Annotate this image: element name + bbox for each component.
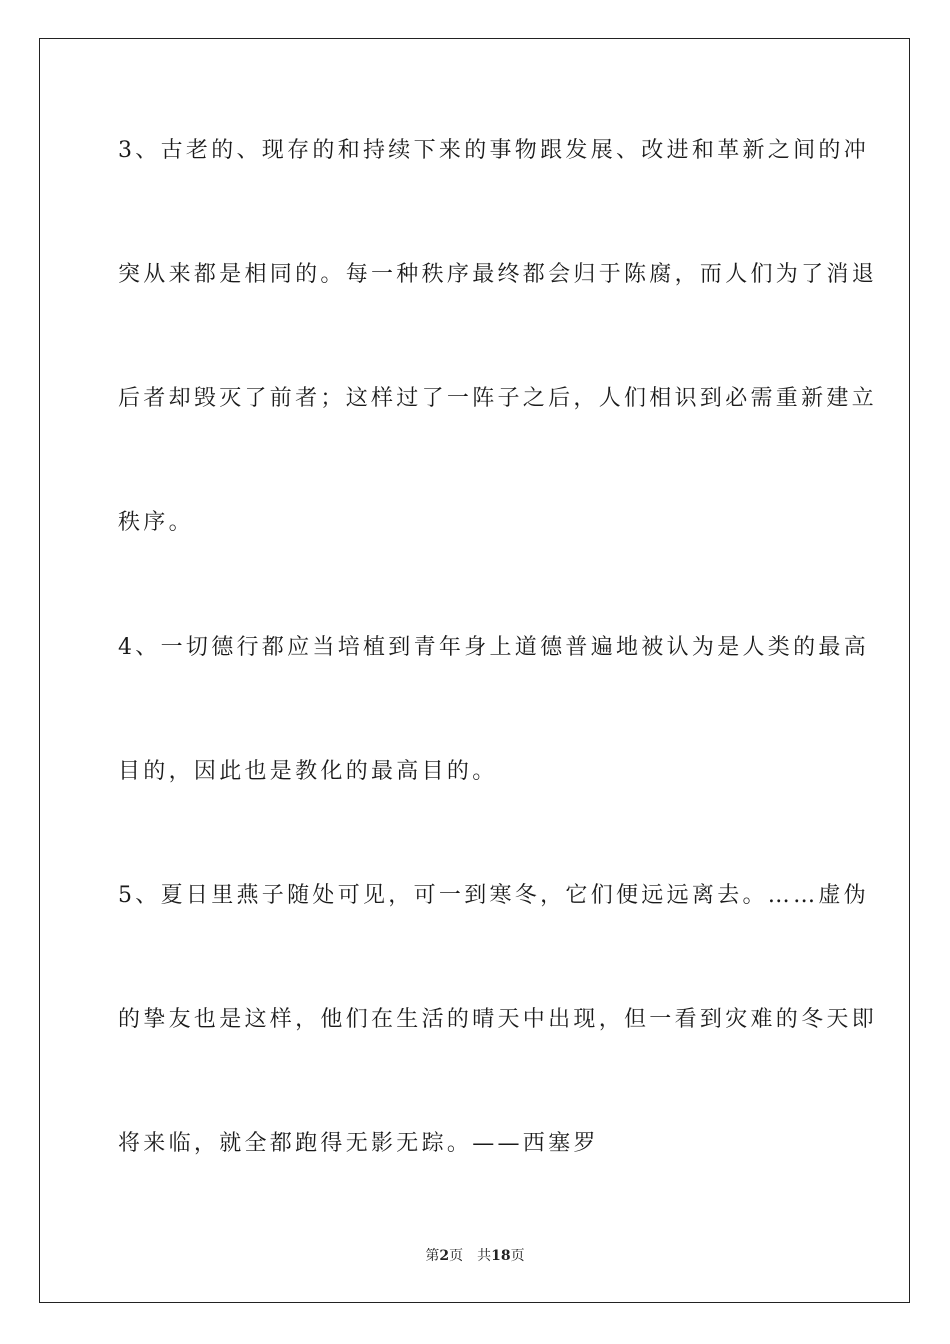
page-prefix: 第 [425, 1248, 440, 1264]
text-line: 秩序。 [118, 510, 194, 535]
page-number: 2 [439, 1248, 450, 1264]
text-line: 后者却毁灭了前者；这样过了一阵子之后，人们相识到必需重新建立 [118, 386, 878, 411]
total-pages: 18 [491, 1248, 511, 1264]
text-line: 突从来都是相同的。每一种秩序最终都会归于陈腐，而人们为了消退 [118, 262, 878, 287]
total-prefix: 共 [477, 1248, 492, 1264]
total-suffix: 页 [510, 1248, 525, 1264]
text-line: 将来临，就全都跑得无影无踪。——西塞罗 [118, 1131, 599, 1156]
text-line: 3、古老的、现存的和持续下来的事物跟发展、改进和革新之间的冲 [118, 138, 869, 163]
page-suffix: 页 [449, 1248, 464, 1264]
page-border [39, 38, 910, 1303]
text-line: 5、夏日里燕子随处可见，可一到寒冬，它们便远远离去。……虚伪 [118, 883, 869, 908]
text-line: 目的，因此也是教化的最高目的。 [118, 759, 498, 784]
text-line: 的挚友也是这样，他们在生活的晴天中出现，但一看到灾难的冬天即 [118, 1007, 878, 1032]
page-footer [0, 1246, 950, 1266]
text-line: 4、一切德行都应当培植到青年身上道德普遍地被认为是人类的最高 [118, 635, 869, 660]
